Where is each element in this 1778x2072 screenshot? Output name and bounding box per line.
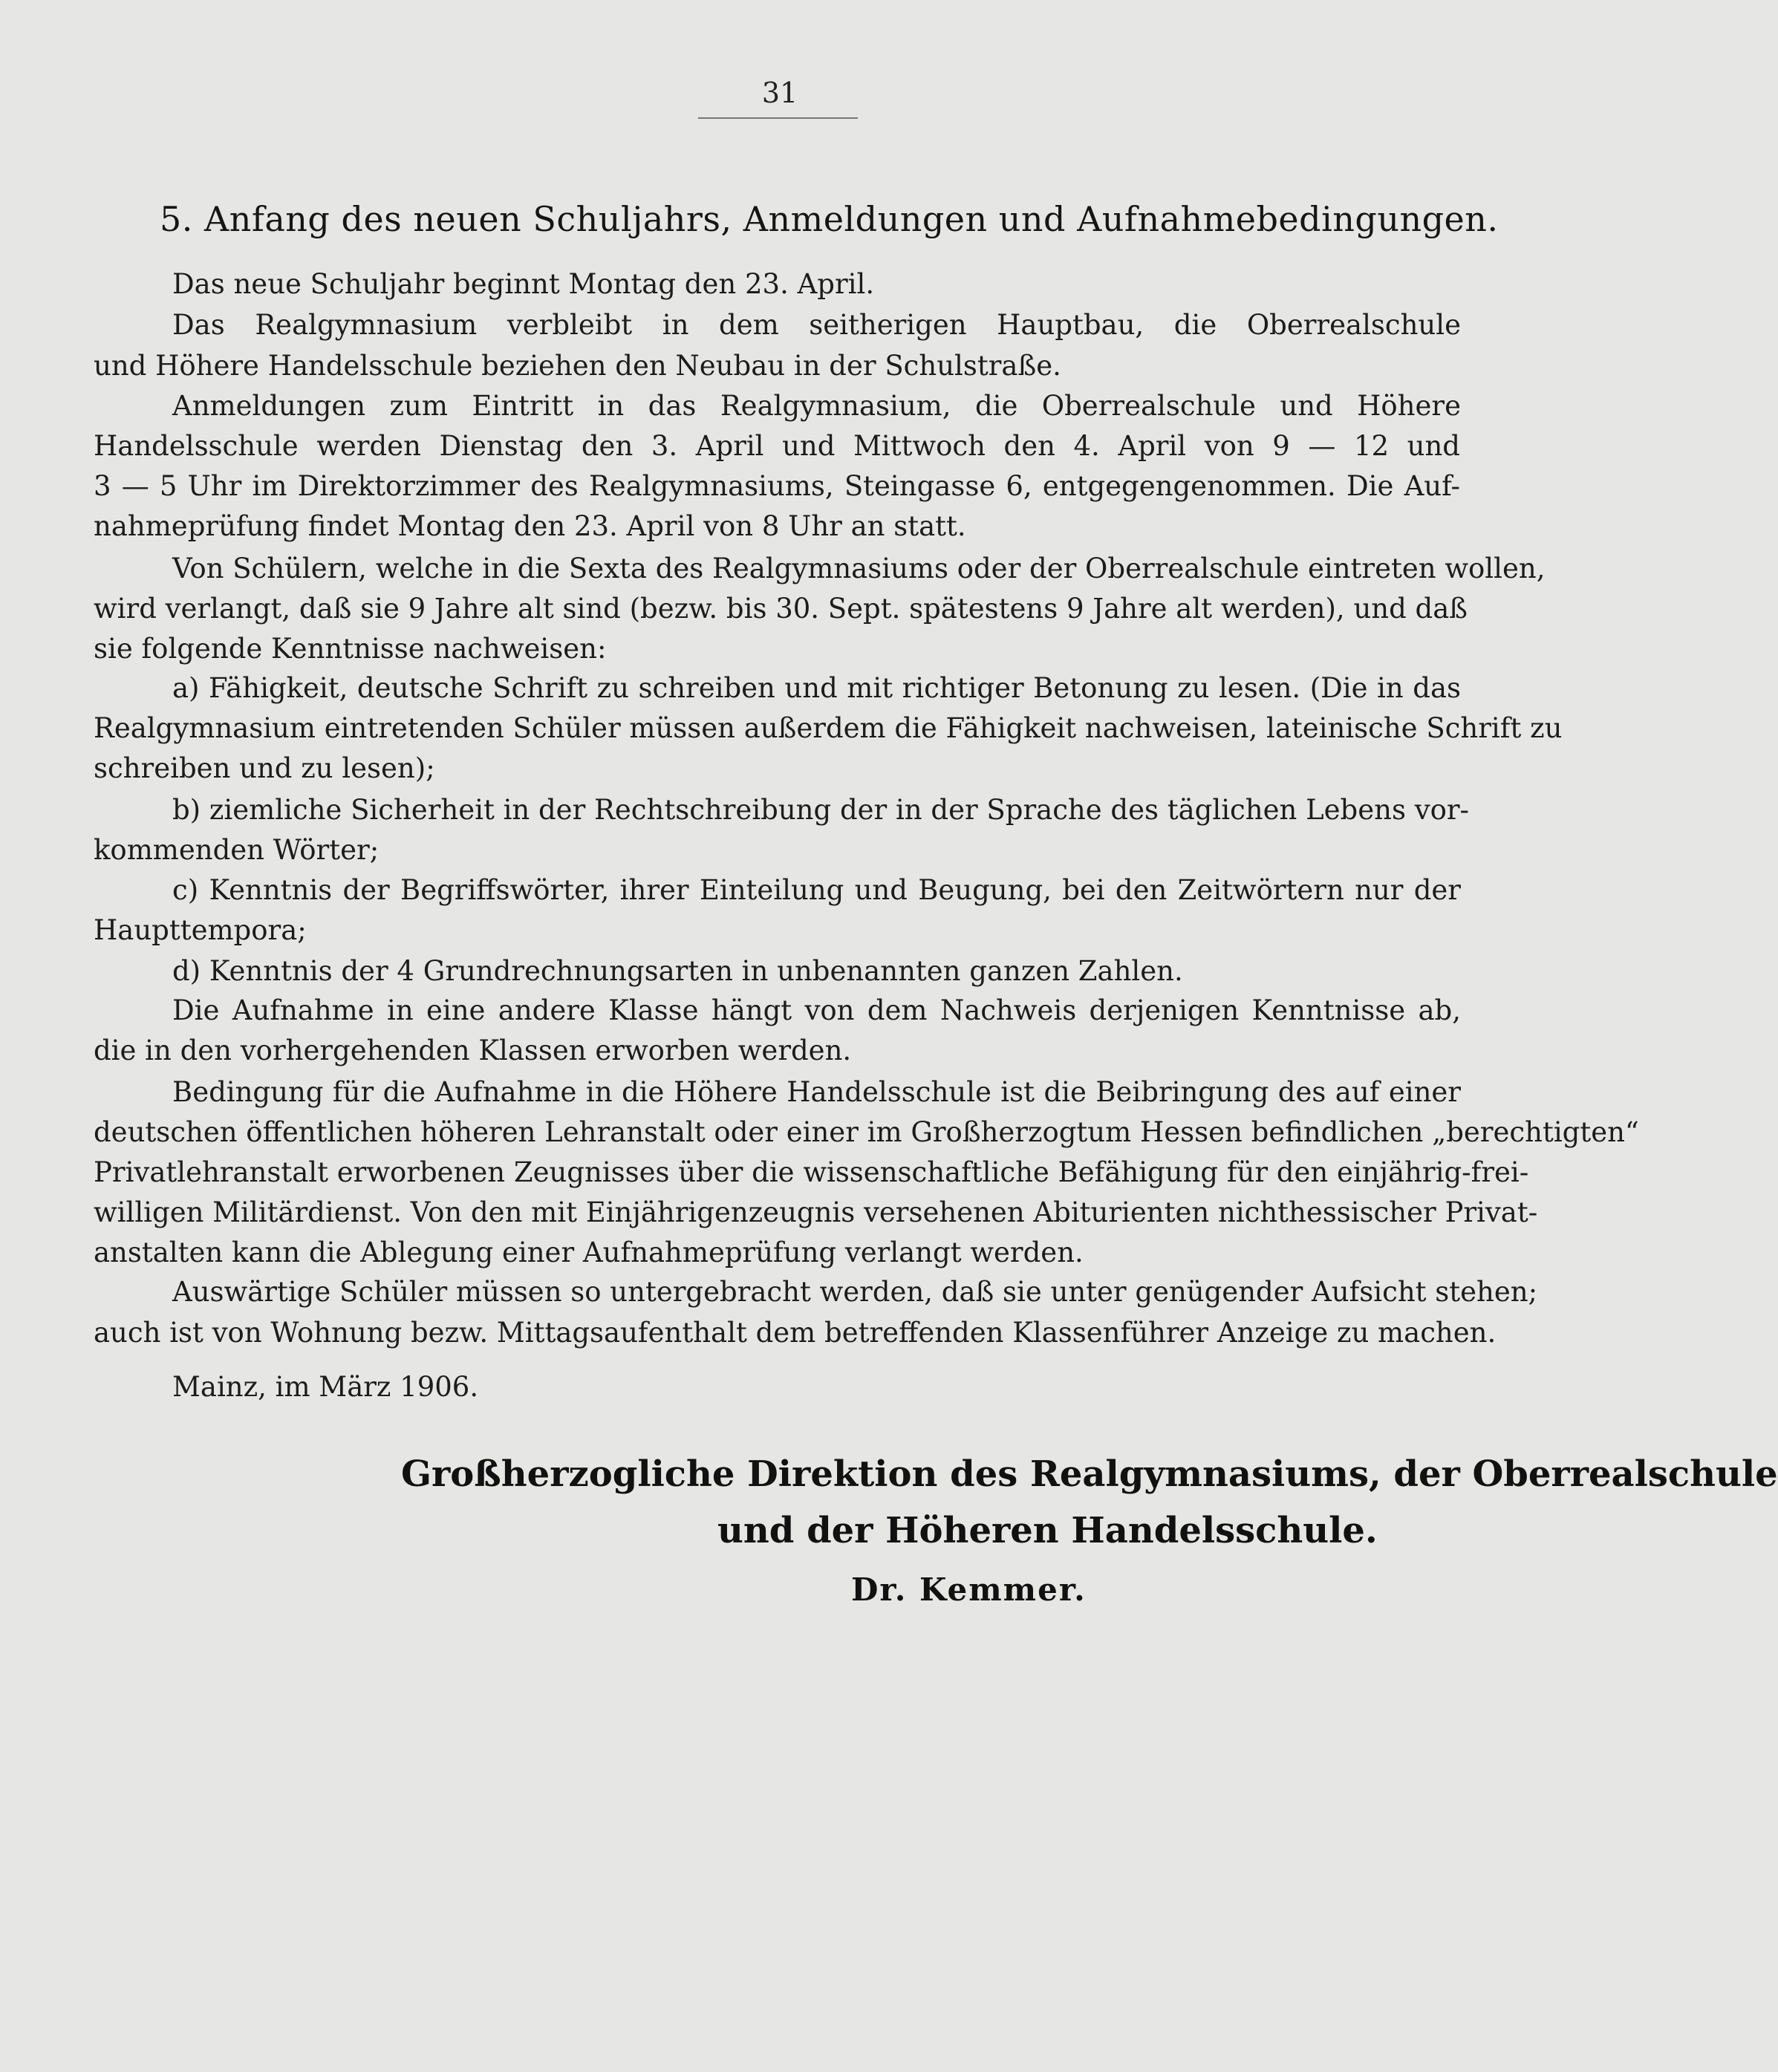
signature-institution-line2: und der Höheren Handelsschule. — [717, 1510, 1378, 1551]
list-item-d: d) Kenntnis der 4 Grundrechnungsarten in unbenannten ganzen Zahlen. — [172, 955, 1183, 987]
page-number-rule — [698, 117, 858, 119]
body-line: Realgymnasium eintretenden Schüler müssen außerdem die Fähigkeit nachweisen, lateinische Schrift zu — [94, 712, 1563, 744]
body-line: auch ist von Wohnung bezw. Mittagsaufenthalt dem betreffenden Klassenführer Anzeige zu machen. — [94, 1317, 1497, 1349]
body-line: Handelsschule werden Dienstag den 3. April und Mittwoch den 4. April von 9 — 12 und — [94, 430, 1460, 462]
signature-name: Dr. Kemmer. — [851, 1571, 1087, 1608]
body-line: Von Schülern, welche in die Sexta des Realgymnasiums oder der Oberrealschule eintreten wollen, — [172, 553, 1546, 584]
body-line: die in den vorhergehenden Klassen erworben werden. — [94, 1035, 852, 1066]
body-line: 3 — 5 Uhr im Direktorzimmer des Realgymnasiums, Steingasse 6, entgegengenommen. Die Auf- — [94, 470, 1460, 502]
section-heading: 5. Anfang des neuen Schuljahrs, Anmeldungen und Aufnahmebedingungen. — [160, 199, 1499, 239]
body-line: Das neue Schuljahr beginnt Montag den 23. April. — [172, 268, 875, 300]
body-line: nahmeprüfung findet Montag den 23. April von 8 Uhr an statt. — [94, 510, 966, 542]
list-item-c: c) Kenntnis der Begriffswörter, ihrer Einteilung und Beugung, bei den Zeitwörtern nur der — [172, 874, 1461, 906]
body-line: schreiben und zu lesen); — [94, 752, 435, 784]
body-line: kommenden Wörter; — [94, 834, 380, 866]
body-line: anstalten kann die Ablegung einer Aufnahmeprüfung verlangt werden. — [94, 1237, 1084, 1268]
body-line: wird verlangt, daß sie 9 Jahre alt sind (bezw. bis 30. Sept. spätestens 9 Jahre alt werden), und daß — [94, 593, 1468, 625]
body-line: willigen Militärdienst. Von den mit Einjährigenzeugnis versehenen Abiturienten nichthessischer Privat- — [94, 1196, 1538, 1228]
body-line: und Höhere Handelsschule beziehen den Neubau in der Schulstraße. — [94, 350, 1061, 382]
list-item-a: a) Fähigkeit, deutsche Schrift zu schreiben und mit richtiger Betonung zu lesen. (Die in das — [172, 672, 1461, 704]
body-line: Das Realgymnasium verbleibt in dem seitherigen Hauptbau, die Oberrealschule — [172, 309, 1461, 341]
page-number: 31 — [761, 76, 798, 109]
body-line: Bedingung für die Aufnahme in die Höhere Handelsschule ist die Beibringung des auf einer — [172, 1076, 1461, 1108]
body-line: Die Aufnahme in eine andere Klasse hängt von dem Nachweis derjenigen Kenntnisse ab, — [172, 994, 1461, 1026]
body-line: Auswärtige Schüler müssen so untergebracht werden, daß sie unter genügender Aufsicht stehen; — [172, 1276, 1538, 1308]
body-line: Anmeldungen zum Eintritt in das Realgymnasium, die Oberrealschule und Höhere — [172, 390, 1461, 422]
body-line: Privatlehranstalt erworbenen Zeugnisses über die wissenschaftliche Befähigung für den einjährig-frei- — [94, 1156, 1529, 1188]
body-line: deutschen öffentlichen höheren Lehranstalt oder einer im Großherzogtum Hessen befindlichen „berechtigten“ — [94, 1116, 1639, 1148]
list-item-b: b) ziemliche Sicherheit in der Rechtschreibung der in der Sprache des täglichen Lebens vor- — [172, 794, 1470, 826]
body-line: Haupttempora; — [94, 914, 307, 946]
body-line: sie folgende Kenntnisse nachweisen: — [94, 633, 607, 665]
place-date-line: Mainz, im März 1906. — [172, 1371, 479, 1403]
signature-institution-line1: Großherzogliche Direktion des Realgymnasiums, der Oberrealschule — [401, 1453, 1778, 1495]
